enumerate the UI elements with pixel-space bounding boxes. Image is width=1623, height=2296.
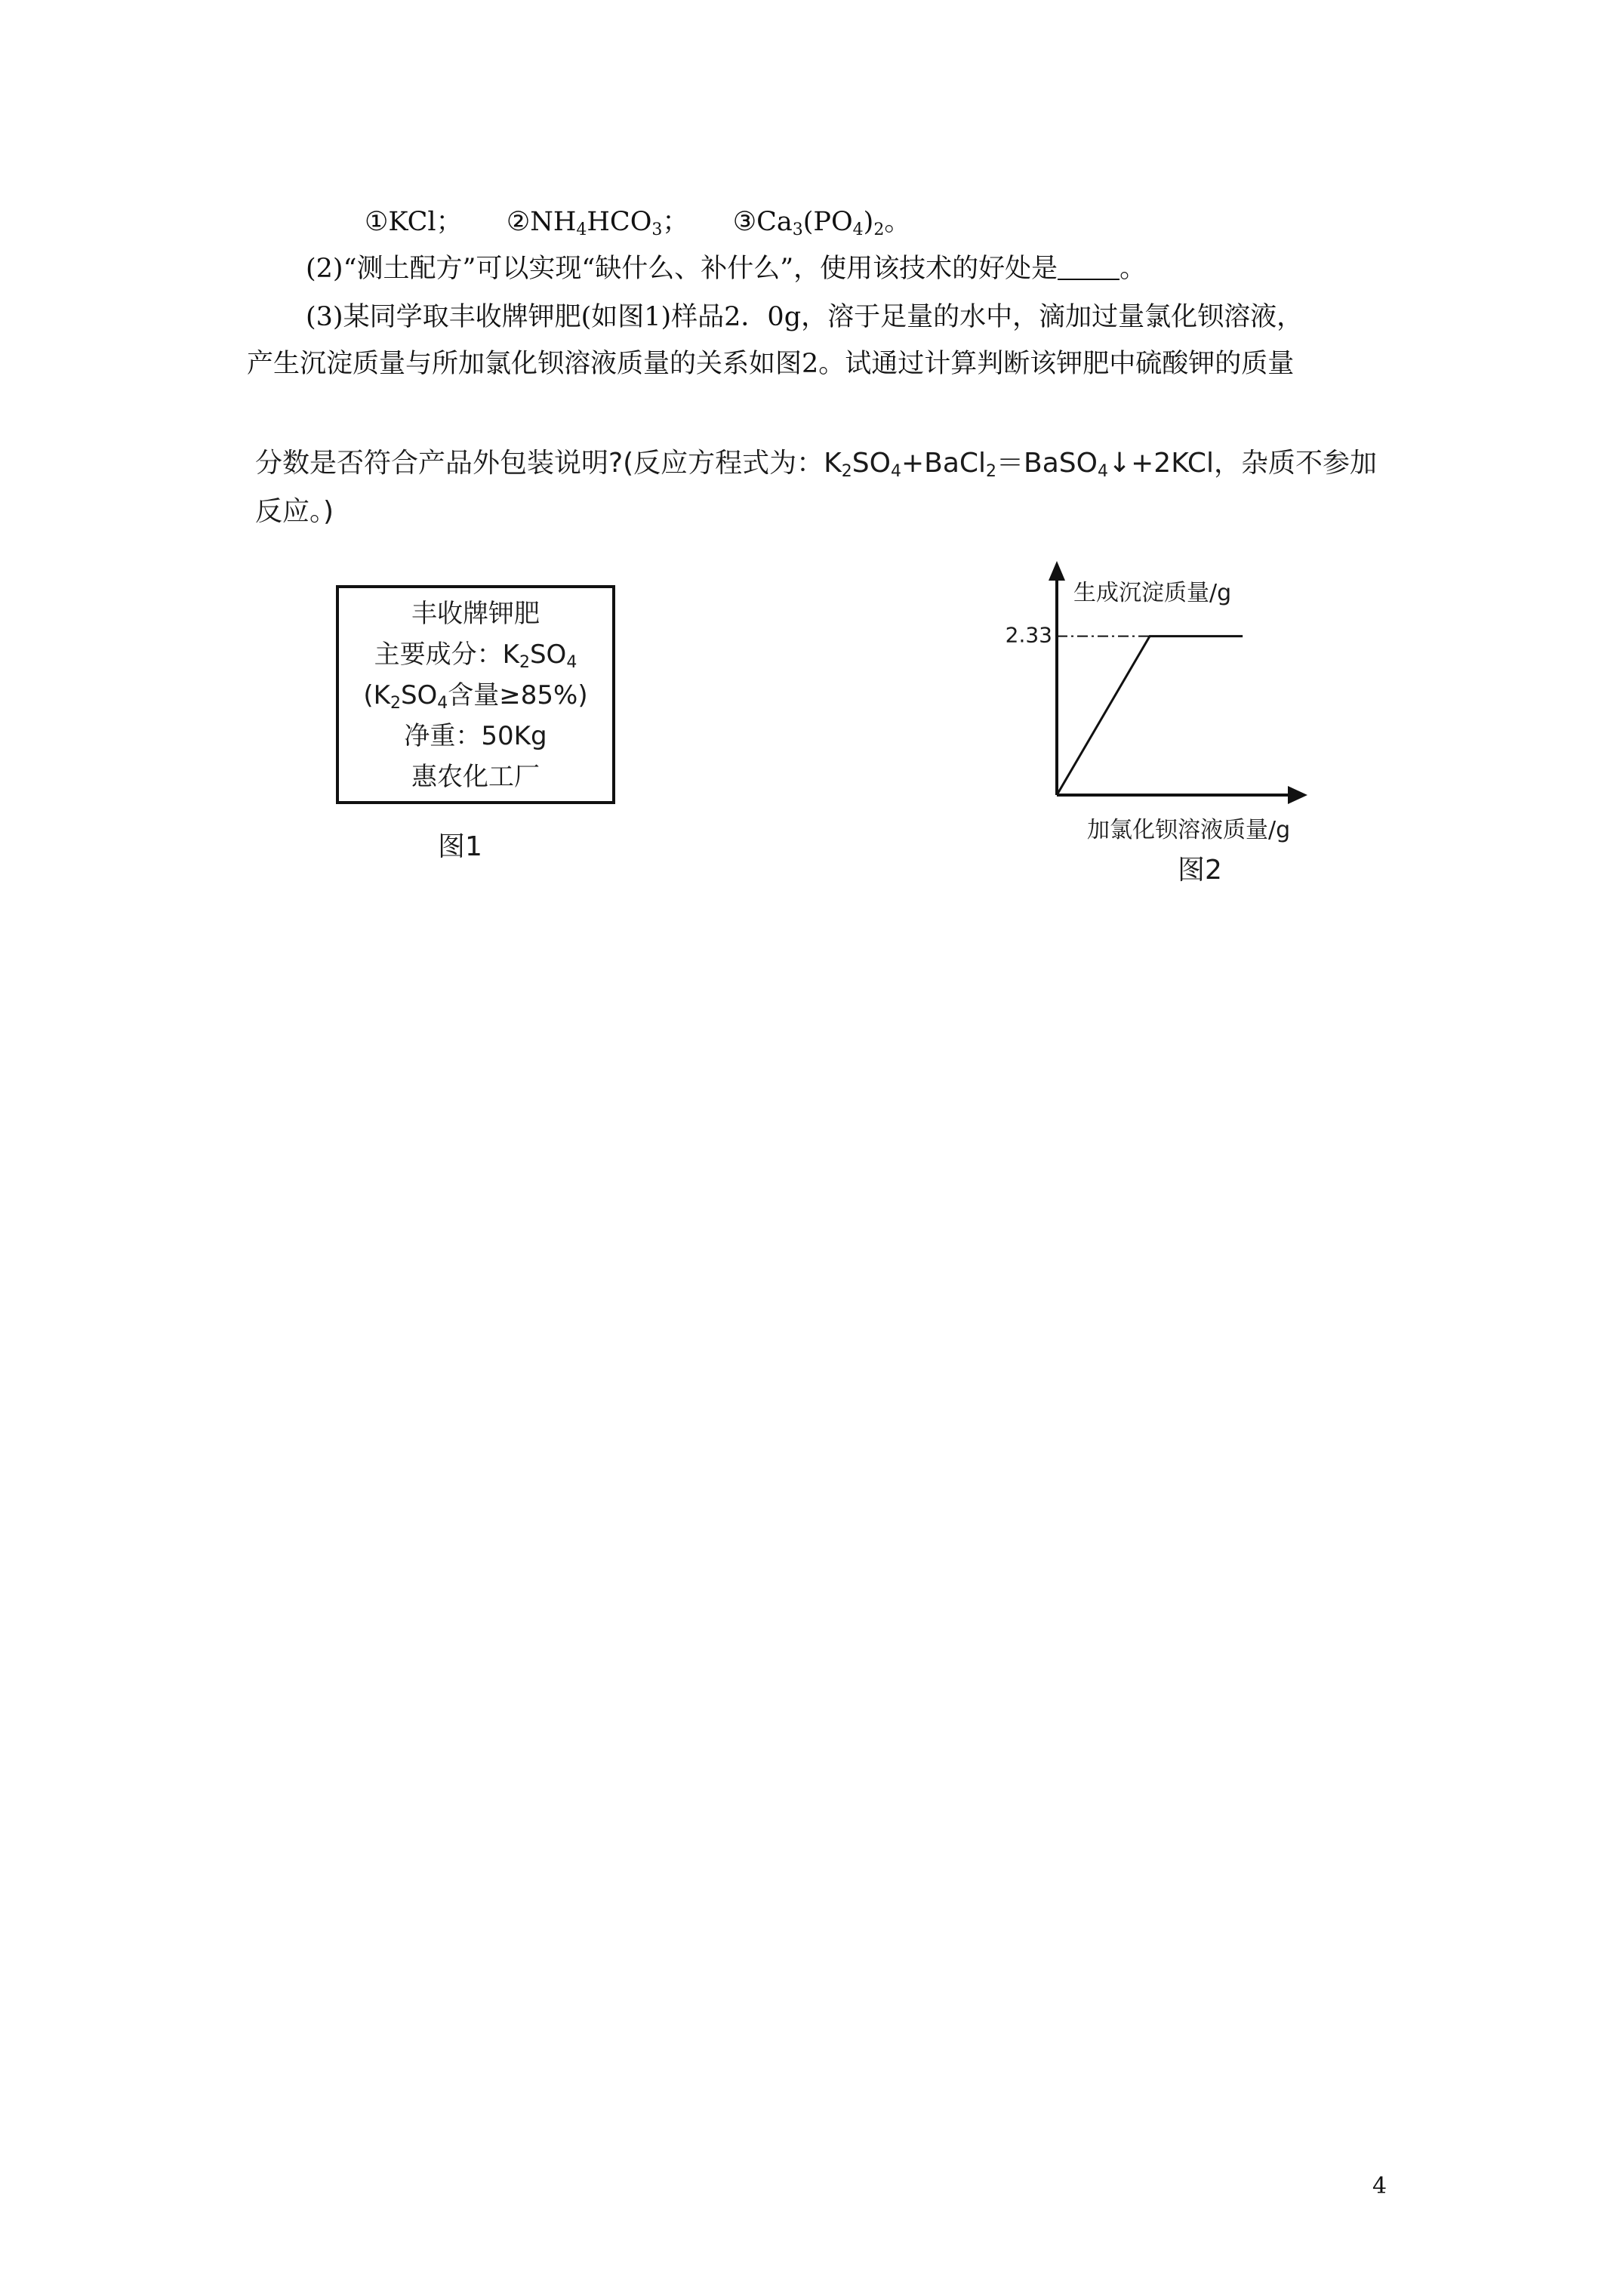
series-line [1057, 636, 1243, 795]
option-2-formula-part: NH [530, 207, 577, 237]
option-1-mark: ① [365, 207, 389, 237]
option-3-formula-part: (PO [802, 207, 853, 237]
composition-subscript: 2 [519, 653, 530, 672]
label-composition [339, 638, 612, 671]
option-3-subscript: 4 [852, 220, 864, 239]
option-2-punct: ； [662, 207, 689, 237]
y-tick-label: 2.33 [1005, 622, 1052, 648]
answer-blank[interactable] [1058, 256, 1119, 280]
question-3-line-1: (3)某同学取丰收牌钾肥(如图1)样品2．0g，溶于足量的水中，滴加过量氯化钡溶液， [306, 302, 1304, 332]
option-3-formula-part: Ca [756, 207, 793, 237]
page-number: 4 [1372, 2173, 1387, 2199]
equation-text: SO [852, 448, 891, 479]
option-3-subscript: 3 [792, 220, 803, 239]
equation-text: ↓+2KCl，杂质不参加 [1107, 448, 1377, 479]
equation-subscript: 4 [1097, 462, 1108, 481]
question-3-line-2: 产生沉淀质量与所加氯化钡溶液质量的关系如图2。试通过计算判断该钾肥中硫酸钾的质量 [247, 349, 1295, 379]
composition-text: SO [529, 639, 567, 670]
composition-text: 主要成分：K [374, 639, 519, 670]
option-2-formula-part: HCO [587, 207, 652, 237]
options-line [365, 205, 910, 239]
product-label-box [336, 585, 615, 804]
label-title: 丰收牌钾肥 [411, 599, 540, 629]
equation-text: 分数是否符合产品外包装说明?(反应方程式为：K [255, 448, 842, 479]
question-3-line-3 [255, 447, 1377, 480]
content-subscript: 4 [437, 694, 448, 713]
option-3-subscript: 2 [873, 220, 885, 239]
equation-text: ＝BaSO [996, 448, 1098, 479]
option-3-punct: 。 [884, 207, 911, 237]
question-3-line-4: 反应。) [255, 496, 334, 527]
option-1-text: KCl； [388, 207, 463, 237]
precipitate-chart [996, 555, 1359, 849]
y-axis-arrow-icon [1049, 561, 1065, 581]
question-2 [306, 252, 1146, 285]
label-manufacturer: 惠农化工厂 [411, 762, 540, 792]
figure-2-caption: 图2 [1178, 855, 1222, 886]
content-text: (K [363, 680, 390, 710]
equation-subscript: 4 [890, 462, 901, 481]
content-text: 含量≥85%) [448, 680, 588, 710]
content-text: SO [400, 680, 438, 710]
y-axis-label: 生成沉淀质量/g [1073, 580, 1232, 606]
equation-text: +BaCl [901, 448, 987, 479]
option-2-subscript: 3 [651, 220, 663, 239]
equation-subscript: 2 [986, 462, 997, 481]
question-2-text: (2)“测土配方”可以实现“缺什么、补什么”，使用该技术的好处是 [306, 254, 1058, 284]
equation-subscript: 2 [841, 462, 852, 481]
x-axis-arrow-icon [1288, 786, 1307, 804]
option-2-subscript: 4 [576, 220, 587, 239]
x-axis-label: 加氯化钡溶液质量/g [1087, 817, 1291, 843]
label-content [339, 679, 612, 712]
figure-1-caption: 图1 [438, 831, 482, 862]
option-3-formula-part: ) [863, 207, 874, 237]
composition-subscript: 4 [566, 653, 577, 672]
question-2-end: 。 [1119, 254, 1147, 284]
option-3-mark: ③ [732, 207, 757, 237]
label-net-weight: 净重：50Kg [404, 721, 547, 751]
option-2-mark: ② [506, 207, 531, 237]
content-subscript: 2 [390, 694, 401, 713]
